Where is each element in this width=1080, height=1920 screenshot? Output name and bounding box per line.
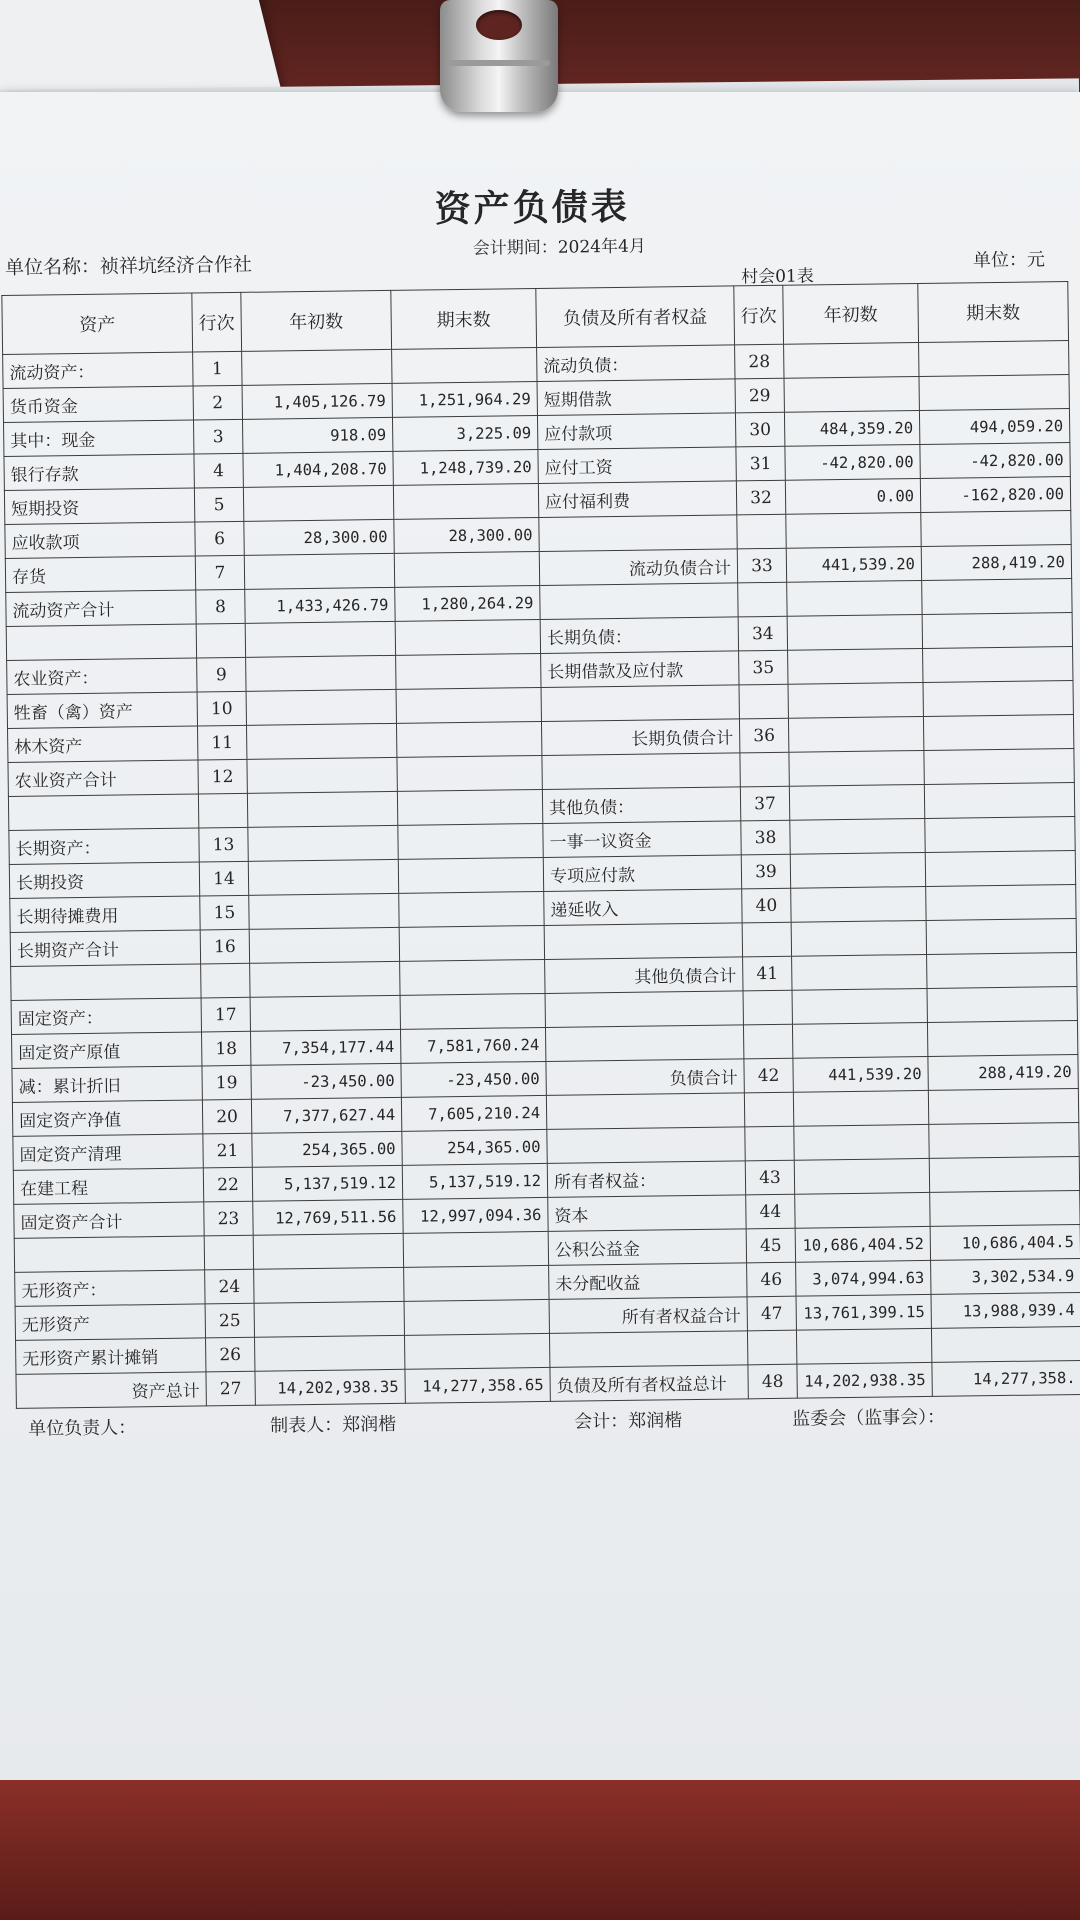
signature-principal: 单位负责人：: [28, 1417, 137, 1440]
liability-line-no: [744, 1092, 793, 1127]
liability-item: 一事一议资金: [543, 821, 741, 858]
asset-ending-value: [394, 551, 539, 587]
asset-ending-value: 3,225.09: [392, 416, 537, 452]
liability-item: [542, 753, 740, 790]
asset-line-no: 26: [206, 1337, 255, 1372]
liability-ending-value: [929, 1156, 1079, 1192]
asset-line-no: 16: [200, 929, 249, 964]
liability-line-no: 48: [748, 1364, 797, 1399]
asset-beginning-value: 12,769,511.56: [253, 1199, 403, 1235]
asset-line-no: 23: [204, 1201, 253, 1236]
liability-line-no: 44: [746, 1194, 795, 1229]
liability-item: 所有者权益合计: [549, 1297, 747, 1334]
asset-item: 农业资产合计: [8, 760, 198, 796]
asset-item: 短期投资: [4, 488, 194, 524]
asset-item: [8, 794, 198, 830]
asset-item: 流动资产合计: [6, 590, 196, 626]
asset-beginning-value: [246, 723, 396, 759]
liability-item: [545, 991, 743, 1028]
liability-ending-value: [928, 1088, 1078, 1124]
liability-beginning-value: 484,359.20: [784, 411, 919, 447]
liability-line-no: 34: [738, 616, 787, 651]
asset-ending-value: [396, 687, 541, 723]
liability-line-no: 32: [736, 480, 785, 515]
liability-item: [541, 685, 739, 722]
asset-line-no: 22: [203, 1167, 252, 1202]
asset-ending-value: 1,248,739.20: [393, 449, 538, 485]
asset-beginning-value: [249, 893, 399, 929]
liability-line-no: 31: [736, 446, 785, 481]
liability-line-no: 30: [735, 412, 784, 447]
asset-item: 存货: [5, 556, 195, 592]
liability-item: 长期借款及应付款: [541, 651, 739, 688]
liability-line-no: [743, 990, 792, 1025]
liability-line-no: [740, 752, 789, 787]
asset-item: 无形资产累计摊销: [16, 1338, 206, 1374]
asset-line-no: 24: [205, 1269, 254, 1304]
asset-line-no: [196, 623, 245, 658]
header-liabilities-equity: 负债及所有者权益: [536, 286, 735, 348]
asset-ending-value: [398, 823, 543, 859]
liability-line-no: [745, 1126, 794, 1161]
asset-item: 流动资产：: [3, 352, 193, 388]
signature-supervisor: 监委会（监事会）：: [791, 1406, 946, 1430]
liability-beginning-value: [788, 682, 923, 718]
asset-item: 固定资产合计: [14, 1202, 204, 1238]
balance-sheet-table: [1, 281, 1080, 1409]
asset-beginning-value: 7,377,627.44: [251, 1097, 401, 1133]
liability-item: [545, 1025, 743, 1062]
liability-line-no: 45: [746, 1228, 795, 1263]
liability-item: [549, 1331, 747, 1368]
liability-beginning-value: [791, 886, 926, 922]
liability-line-no: [743, 1024, 792, 1059]
liability-ending-value: [922, 579, 1072, 615]
asset-item: 固定资产净值: [12, 1100, 202, 1136]
asset-item: 林木资产: [8, 726, 198, 762]
asset-line-no: 9: [197, 657, 246, 692]
asset-line-no: 12: [198, 759, 247, 794]
asset-item: 固定资产：: [11, 998, 201, 1034]
unit-name: 单位名称：祯祥坑经济合作社: [4, 253, 253, 279]
asset-line-no: 8: [196, 589, 245, 624]
header-beginning-balance-2: 年初数: [783, 284, 919, 345]
liability-ending-value: [927, 1020, 1077, 1056]
liability-ending-value: [923, 681, 1073, 717]
liability-beginning-value: 14,202,938.35: [797, 1362, 932, 1398]
asset-line-no: 15: [200, 895, 249, 930]
liability-line-no: 41: [743, 956, 792, 991]
asset-line-no: [204, 1235, 253, 1270]
liability-item: 流动负债合计: [539, 549, 737, 586]
asset-ending-value: 12,997,094.36: [403, 1197, 548, 1233]
asset-beginning-value: [247, 791, 397, 827]
asset-line-no: 6: [195, 521, 244, 556]
asset-ending-value: 5,137,519.12: [402, 1163, 547, 1199]
asset-ending-value: [392, 348, 537, 384]
asset-line-no: 18: [202, 1031, 251, 1066]
liability-ending-value: [923, 715, 1073, 751]
liability-beginning-value: [795, 1192, 930, 1228]
asset-beginning-value: [248, 825, 398, 861]
asset-item: 固定资产清理: [13, 1134, 203, 1170]
liability-line-no: 46: [747, 1262, 796, 1297]
liability-line-no: [747, 1330, 796, 1365]
liability-line-no: [738, 582, 787, 617]
liability-line-no: 43: [745, 1160, 794, 1195]
asset-item: 无形资产：: [15, 1270, 205, 1306]
liability-ending-value: [919, 375, 1069, 411]
asset-ending-value: 1,280,264.29: [395, 585, 540, 621]
liability-item: [546, 1093, 744, 1130]
asset-beginning-value: [255, 1335, 405, 1371]
liability-item: 其他负债：: [542, 787, 740, 824]
liability-beginning-value: [790, 852, 925, 888]
asset-item: 长期投资: [9, 862, 199, 898]
liability-beginning-value: 441,539.20: [786, 546, 921, 582]
liability-beginning-value: [793, 1090, 928, 1126]
asset-line-no: 27: [206, 1371, 255, 1406]
liability-beginning-value: 0.00: [785, 478, 920, 514]
header-ending-balance-2: 期末数: [918, 282, 1069, 343]
asset-line-no: 10: [197, 691, 246, 726]
liability-beginning-value: [792, 988, 927, 1024]
asset-beginning-value: 1,405,126.79: [242, 383, 392, 419]
asset-ending-value: [393, 483, 538, 519]
asset-item: [14, 1236, 204, 1272]
liability-line-no: 29: [735, 378, 784, 413]
liability-beginning-value: [787, 580, 922, 616]
liability-ending-value: [929, 1122, 1079, 1158]
liability-ending-value: [922, 613, 1072, 649]
liability-line-no: 37: [740, 786, 789, 821]
liability-item: 应付款项: [537, 413, 735, 450]
liability-beginning-value: [794, 1158, 929, 1194]
liability-item: 应付工资: [538, 447, 736, 484]
asset-item: 长期待摊费用: [10, 896, 200, 932]
asset-line-no: 14: [199, 861, 248, 896]
liability-beginning-value: [790, 818, 925, 854]
signature-preparer: 制表人：郑润楷: [270, 1413, 397, 1437]
liability-item: 短期借款: [537, 379, 735, 416]
asset-item: 货币资金: [3, 386, 193, 422]
liability-item: 所有者权益：: [547, 1161, 745, 1198]
liability-ending-value: [926, 918, 1076, 954]
asset-line-no: 11: [198, 725, 247, 760]
asset-line-no: 13: [199, 827, 248, 862]
liability-beginning-value: [786, 512, 921, 548]
asset-item: 无形资产: [15, 1304, 205, 1340]
header-beginning-balance: 年初数: [241, 290, 392, 351]
asset-beginning-value: [254, 1301, 404, 1337]
liability-beginning-value: [792, 1022, 927, 1058]
liability-line-no: [742, 922, 791, 957]
header-line-no: 行次: [192, 292, 242, 352]
asset-beginning-value: [246, 689, 396, 725]
liability-ending-value: [930, 1190, 1080, 1226]
asset-line-no: [201, 963, 250, 998]
liability-item: 公积公益金: [548, 1229, 746, 1266]
asset-ending-value: [395, 619, 540, 655]
liability-ending-value: 13,988,939.4: [931, 1292, 1080, 1328]
asset-beginning-value: 5,137,519.12: [252, 1165, 402, 1201]
liability-ending-value: [923, 647, 1073, 683]
liability-item: [547, 1127, 745, 1164]
asset-ending-value: 1,251,964.29: [392, 382, 537, 418]
liability-ending-value: [931, 1326, 1080, 1362]
liability-line-no: [739, 684, 788, 719]
asset-item: [6, 624, 196, 660]
asset-ending-value: [399, 891, 544, 927]
liability-beginning-value: 10,686,404.52: [795, 1226, 930, 1262]
asset-item: 固定资产原值: [12, 1032, 202, 1068]
liability-beginning-value: [792, 954, 927, 990]
asset-line-no: 5: [194, 487, 243, 522]
asset-beginning-value: [242, 349, 392, 385]
liability-ending-value: -42,820.00: [920, 443, 1070, 479]
asset-item: 银行存款: [4, 454, 194, 490]
liability-beginning-value: 3,074,994.63: [796, 1260, 931, 1296]
asset-line-no: 3: [193, 419, 242, 454]
liability-ending-value: [927, 952, 1077, 988]
liability-ending-value: 494,059.20: [919, 409, 1069, 445]
asset-ending-value: [400, 959, 545, 995]
asset-ending-value: 14,277,358.65: [405, 1367, 550, 1403]
asset-line-no: 1: [193, 351, 242, 386]
liability-item: 负债及所有者权益总计: [550, 1365, 748, 1402]
asset-beginning-value: [247, 757, 397, 793]
asset-beginning-value: 1,433,426.79: [245, 587, 395, 623]
liability-item: 负债合计: [546, 1059, 744, 1096]
liability-line-no: 36: [739, 718, 788, 753]
asset-beginning-value: [246, 655, 396, 691]
liability-item: 专项应付款: [543, 855, 741, 892]
asset-beginning-value: [250, 961, 400, 997]
asset-beginning-value: 28,300.00: [244, 519, 394, 555]
liability-beginning-value: 441,539.20: [793, 1056, 928, 1092]
asset-ending-value: [397, 789, 542, 825]
liability-item: 长期负债合计: [541, 719, 739, 756]
header-assets: 资产: [2, 293, 193, 354]
asset-ending-value: 7,581,760.24: [400, 1027, 545, 1063]
asset-item: 其中：现金: [4, 420, 194, 456]
background-bottom: [0, 1780, 1080, 1920]
liability-item: 流动负债：: [537, 345, 735, 382]
liability-line-no: 33: [737, 548, 786, 583]
asset-item: 应收款项: [5, 522, 195, 558]
accounting-period: 会计期间：2024年4月: [472, 236, 646, 259]
asset-line-no: 19: [202, 1065, 251, 1100]
asset-beginning-value: [253, 1233, 403, 1269]
header-ending-balance: 期末数: [391, 289, 537, 350]
liability-item: 资本: [548, 1195, 746, 1232]
asset-item: 长期资产合计: [10, 930, 200, 966]
liability-beginning-value: [796, 1328, 931, 1364]
liability-beginning-value: [791, 920, 926, 956]
liability-item: 递延收入: [544, 889, 742, 926]
liability-ending-value: [925, 850, 1075, 886]
liability-item: 未分配收益: [549, 1263, 747, 1300]
liability-line-no: 47: [747, 1296, 796, 1331]
liability-ending-value: [924, 749, 1074, 785]
asset-line-no: 2: [193, 385, 242, 420]
asset-beginning-value: 7,354,177.44: [251, 1029, 401, 1065]
liability-ending-value: 3,302,534.9: [931, 1258, 1080, 1294]
liability-item: 长期负债：: [540, 617, 738, 654]
liability-ending-value: 14,277,358.: [932, 1360, 1080, 1396]
asset-beginning-value: [248, 859, 398, 895]
liability-item: [544, 923, 742, 960]
asset-beginning-value: 14,202,938.35: [255, 1369, 405, 1405]
asset-beginning-value: [243, 485, 393, 521]
liability-beginning-value: -42,820.00: [785, 444, 920, 480]
asset-ending-value: 28,300.00: [394, 517, 539, 553]
liability-ending-value: [924, 783, 1074, 819]
asset-item: 农业资产：: [7, 658, 197, 694]
liability-beginning-value: [788, 716, 923, 752]
asset-ending-value: [396, 721, 541, 757]
signature-accountant: 会计：郑润楷: [574, 1410, 683, 1433]
liability-beginning-value: [789, 750, 924, 786]
liability-beginning-value: [789, 784, 924, 820]
asset-line-no: [198, 793, 247, 828]
liability-line-no: 42: [744, 1058, 793, 1093]
asset-ending-value: [396, 653, 541, 689]
asset-ending-value: [404, 1333, 549, 1369]
asset-item: 在建工程: [13, 1168, 203, 1204]
asset-ending-value: [404, 1265, 549, 1301]
asset-ending-value: 7,605,210.24: [401, 1095, 546, 1131]
liability-ending-value: -162,820.00: [920, 477, 1070, 513]
liability-line-no: 39: [741, 854, 790, 889]
asset-beginning-value: [249, 927, 399, 963]
asset-beginning-value: [245, 621, 395, 657]
form-number: 村会01表: [741, 266, 814, 288]
asset-line-no: 25: [205, 1303, 254, 1338]
asset-ending-value: [397, 755, 542, 791]
liability-ending-value: [921, 511, 1071, 547]
asset-ending-value: -23,450.00: [401, 1061, 546, 1097]
liability-beginning-value: [784, 343, 919, 379]
asset-item: 牲畜（禽）资产: [7, 692, 197, 728]
asset-line-no: 4: [194, 453, 243, 488]
asset-beginning-value: [250, 995, 400, 1031]
liability-beginning-value: [788, 648, 923, 684]
asset-ending-value: 254,365.00: [402, 1129, 547, 1165]
liability-ending-value: 10,686,404.5: [930, 1224, 1080, 1260]
asset-line-no: 17: [201, 997, 250, 1032]
liability-ending-value: [919, 341, 1069, 377]
liability-beginning-value: [787, 614, 922, 650]
liability-line-no: 38: [741, 820, 790, 855]
asset-beginning-value: 1,404,208.70: [243, 451, 393, 487]
liability-beginning-value: 13,761,399.15: [796, 1294, 931, 1330]
asset-beginning-value: [254, 1267, 404, 1303]
liability-ending-value: [926, 884, 1076, 920]
asset-ending-value: [403, 1231, 548, 1267]
liability-item: [539, 515, 737, 552]
asset-item: 长期资产：: [9, 828, 199, 864]
asset-beginning-value: [244, 553, 394, 589]
liability-ending-value: [927, 986, 1077, 1022]
liability-beginning-value: [794, 1124, 929, 1160]
liability-line-no: 35: [739, 650, 788, 685]
liability-ending-value: 288,419.20: [928, 1054, 1078, 1090]
liability-beginning-value: [784, 377, 919, 413]
asset-beginning-value: 918.09: [242, 417, 392, 453]
asset-ending-value: [398, 857, 543, 893]
asset-ending-value: [400, 993, 545, 1029]
header-line-no-2: 行次: [734, 285, 784, 345]
liability-item: 应付福利费: [538, 481, 736, 518]
asset-beginning-value: 254,365.00: [252, 1131, 402, 1167]
asset-line-no: 20: [202, 1099, 251, 1134]
asset-beginning-value: -23,450.00: [251, 1063, 401, 1099]
liability-line-no: [737, 514, 786, 549]
liability-item: 其他负债合计: [545, 957, 743, 994]
liability-item: [540, 583, 738, 620]
currency-unit: 单位：元: [972, 249, 1046, 272]
asset-item: 减：累计折旧: [12, 1066, 202, 1102]
asset-item: 资产总计: [16, 1372, 206, 1408]
asset-ending-value: [399, 925, 544, 961]
liability-ending-value: 288,419.20: [921, 545, 1071, 581]
asset-line-no: 21: [203, 1133, 252, 1168]
asset-line-no: 7: [195, 555, 244, 590]
asset-item: [11, 964, 201, 1000]
liability-line-no: 40: [742, 888, 791, 923]
liability-line-no: 28: [735, 344, 784, 379]
document-title: 资产负债表: [434, 185, 631, 231]
asset-ending-value: [404, 1299, 549, 1335]
liability-ending-value: [925, 817, 1075, 853]
